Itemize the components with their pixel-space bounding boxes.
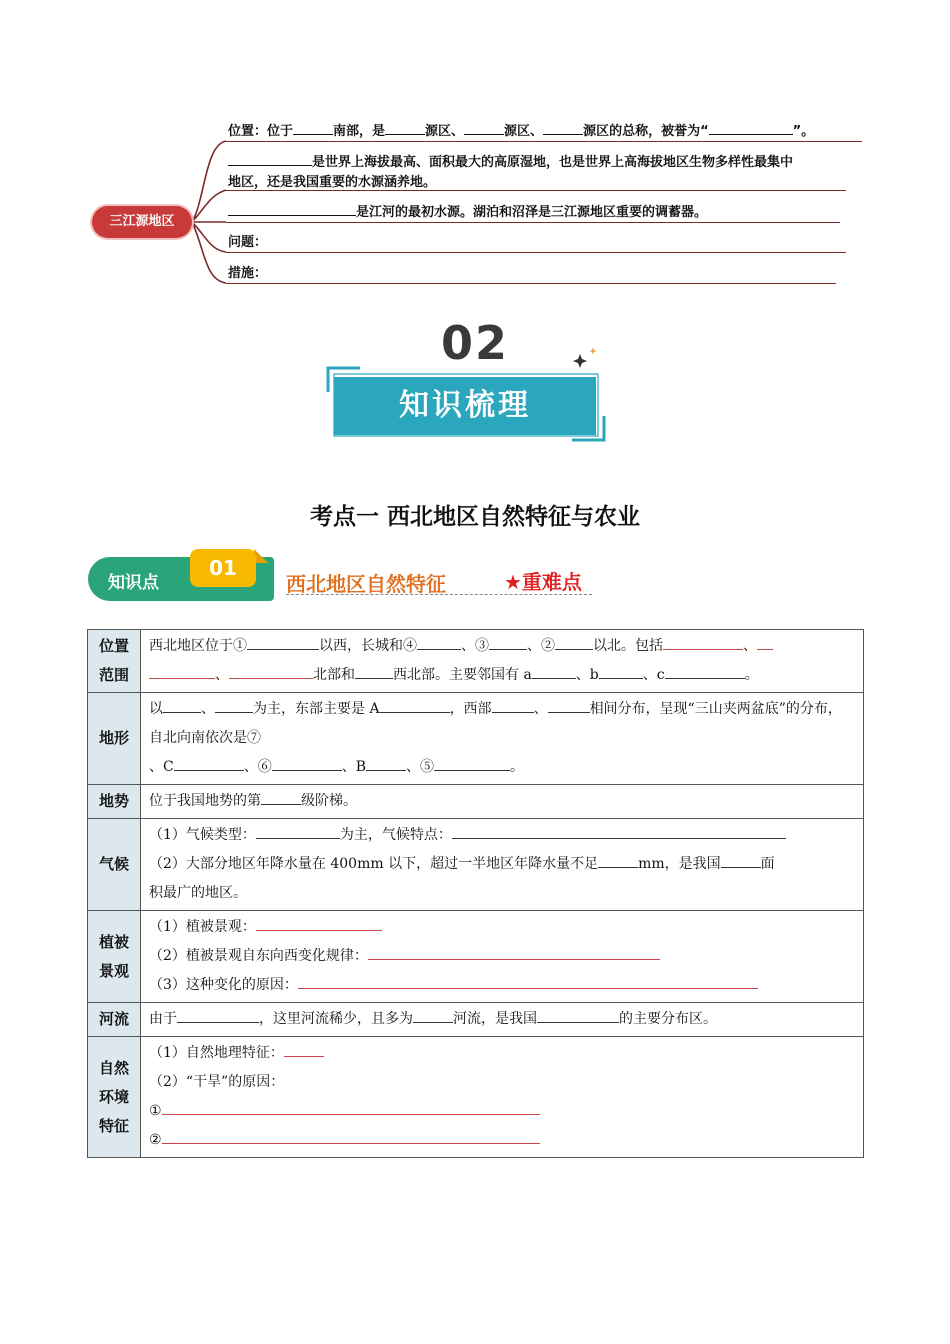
knowledge-point-label: 知识点 [108, 573, 159, 593]
table-row-slope [88, 785, 864, 819]
mindmap-source-line: 是江河的最初水源。湖泊和沼泽是三江源地区重要的调蓄器。 [228, 201, 707, 220]
row-header-nature: 自然 环境 特征 [88, 1037, 141, 1158]
table-row-nature [88, 1037, 864, 1158]
tag-corner-decoration [254, 549, 268, 563]
mindmap-location-line: 位置：位于 南部，是 源区、 源区、 源区的总称，被誉为“ ”。 [228, 124, 815, 139]
key-point-badge: ★重难点 [504, 570, 582, 594]
row-header-slope: 地势 [88, 785, 141, 819]
row-header-rivers: 河流 [88, 1003, 141, 1037]
mindmap-problem-line: 问题： [228, 235, 268, 250]
mindmap-measure-line: 措施： [228, 266, 268, 281]
row-header-vegetation: 植被 景观 [88, 911, 141, 1003]
row-header-terrain: 地形 [88, 693, 141, 785]
mindmap-rule [226, 141, 862, 142]
table-row-rivers [88, 1003, 864, 1037]
row-content-rivers: 由于 ，这里河流稀少，且多为 河流，是我国 的主要分布区。 [141, 1003, 864, 1037]
section-number: 02 [440, 316, 509, 370]
table-row-location [88, 630, 864, 693]
mindmap-center-node: 三江源地区 [92, 206, 192, 238]
knowledge-point-title: 西北地区自然特征 [286, 572, 446, 596]
mindmap-rule [226, 190, 846, 191]
title-underline [286, 594, 592, 595]
table-row-climate [88, 819, 864, 911]
row-header-climate: 气候 [88, 819, 141, 911]
row-header-location: 位置 范围 [88, 630, 141, 693]
mindmap-rule [226, 252, 846, 253]
table-row-vegetation [88, 911, 864, 1003]
knowledge-table [87, 629, 864, 1158]
section-title: 知识梳理 [334, 377, 596, 435]
row-content-vegetation: （1）植被景观： （2）植被景观自东向西变化规律： （3）这种变化的原因： [141, 911, 864, 1003]
mindmap-wetland-line-2: 地区，还是我国重要的水源涵养地。 [228, 175, 437, 190]
row-content-slope: 位于我国地势的第 级阶梯。 [141, 785, 864, 819]
mindmap-wetland-line: 是世界上海拔最高、面积最大的高原湿地，也是世界上高海拔地区生物多样性最集中 [228, 151, 793, 170]
row-content-climate: （1）气候类型： 为主，气候特点： （2）大部分地区年降水量在 400mm 以下，超过一半地区年降水量不足 mm，是我国 面 积最广的地区。 [141, 819, 864, 911]
topic-heading: 考点一 西北地区自然特征与农业 [309, 504, 640, 530]
knowledge-point-number: 01 [190, 549, 256, 587]
row-content-nature: （1）自然地理特征： （2）“干旱”的原因： ① ② [141, 1037, 864, 1158]
row-content-terrain: 以 、 为主，东部主要是 A ，西部 、 相间分布，呈现“三山夹两盆底”的分布，自北向南依次是⑦ 、C 、⑥ 、B 、⑤ 。 [141, 693, 864, 785]
table-row-terrain [88, 693, 864, 785]
mindmap-rule [226, 222, 840, 223]
mindmap-rule [226, 283, 836, 284]
row-content-location: 西北地区位于① 以西，长城和④ 、③ 、② 以北。包括 、 、 北部和 西北部。主要邻国有 a 、b 、c 。 [141, 630, 864, 693]
mindmap-branches [0, 0, 950, 300]
